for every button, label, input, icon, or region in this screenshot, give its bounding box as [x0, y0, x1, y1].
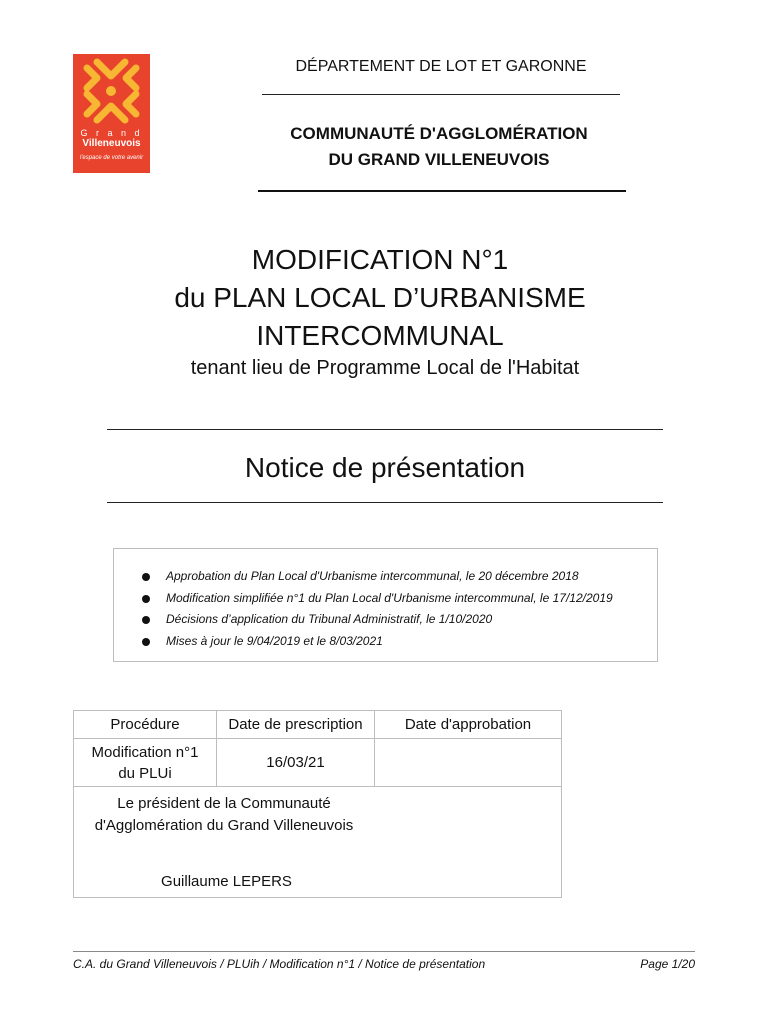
signatory-name: Guillaume LEPERS	[161, 873, 292, 890]
grand-villeneuvois-logo	[73, 54, 150, 173]
footer-document-reference: C.A. du Grand Villeneuvois / PLUih / Modification n°1 / Notice de présentation	[73, 957, 486, 971]
footer-rule	[73, 951, 695, 952]
header-prescription-date: Date de prescription	[217, 711, 375, 739]
history-item	[142, 566, 613, 588]
logo-villeneuvois-text: Villeneuvois	[82, 138, 141, 149]
table-row	[74, 739, 562, 787]
header-procedure: Procédure	[74, 711, 217, 739]
title-line-3: INTERCOMMUNAL	[256, 320, 504, 351]
signature-row	[74, 787, 562, 898]
community-divider	[258, 190, 626, 192]
department-heading: DÉPARTEMENT DE LOT ET GARONNE	[295, 58, 587, 75]
community-heading	[240, 121, 638, 173]
procedure-line-2: du PLUi	[118, 764, 172, 782]
history-list	[142, 566, 613, 652]
procedure-line-1: Modification n°1	[91, 743, 199, 761]
logo-x-mark-icon	[73, 54, 150, 126]
history-item-text: Décisions d’application du Tribunal Administratif, le 1/10/2020	[166, 612, 493, 626]
document-subtitle: tenant lieu de Programme Local de l'Habitat	[190, 357, 580, 379]
logo-grand-text: G r a n d	[80, 128, 143, 138]
header-divider	[262, 94, 620, 95]
history-box	[113, 548, 658, 662]
history-item	[142, 609, 613, 631]
bullet-icon	[142, 616, 150, 624]
procedure-cell	[74, 739, 217, 787]
history-item	[142, 631, 613, 653]
notice-top-rule	[107, 429, 663, 430]
notice-heading: Notice de présentation	[244, 452, 526, 483]
bullet-icon	[142, 638, 150, 646]
approval-date-cell	[375, 739, 562, 787]
signature-cell	[74, 787, 562, 898]
title-line-1: MODIFICATION N°1	[251, 244, 509, 275]
document-title	[100, 241, 660, 355]
bullet-icon	[142, 595, 150, 603]
signature-line-2: d'Agglomération du Grand Villeneuvois	[94, 817, 354, 834]
procedure-table	[73, 710, 562, 898]
footer-page-number: Page 1/20	[640, 957, 695, 971]
notice-bottom-rule	[107, 502, 663, 503]
prescription-date-cell: 16/03/21	[217, 739, 375, 787]
signature-title	[74, 787, 374, 837]
history-item	[142, 588, 613, 610]
header-approval-date: Date d'approbation	[375, 711, 562, 739]
signature-line-1: Le président de la Communauté	[117, 795, 331, 812]
community-line-1: COMMUNAUTÉ D'AGGLOMÉRATION	[290, 124, 588, 143]
history-item-text: Approbation du Plan Local d'Urbanisme intercommunal, le 20 décembre 2018	[166, 569, 579, 583]
history-item-text: Mises à jour le 9/04/2019 et le 8/03/2021	[166, 633, 383, 648]
history-item-text: Modification simplifiée n°1 du Plan Local d'Urbanisme intercommunal, le 17/12/2019	[166, 590, 613, 605]
community-line-2: DU GRAND VILLENEUVOIS	[328, 150, 550, 169]
title-line-2: du PLAN LOCAL D’URBANISME	[174, 282, 586, 313]
logo-tagline: l'espace de votre avenir	[79, 155, 144, 161]
table-header-row	[74, 711, 562, 739]
bullet-icon	[142, 573, 150, 581]
